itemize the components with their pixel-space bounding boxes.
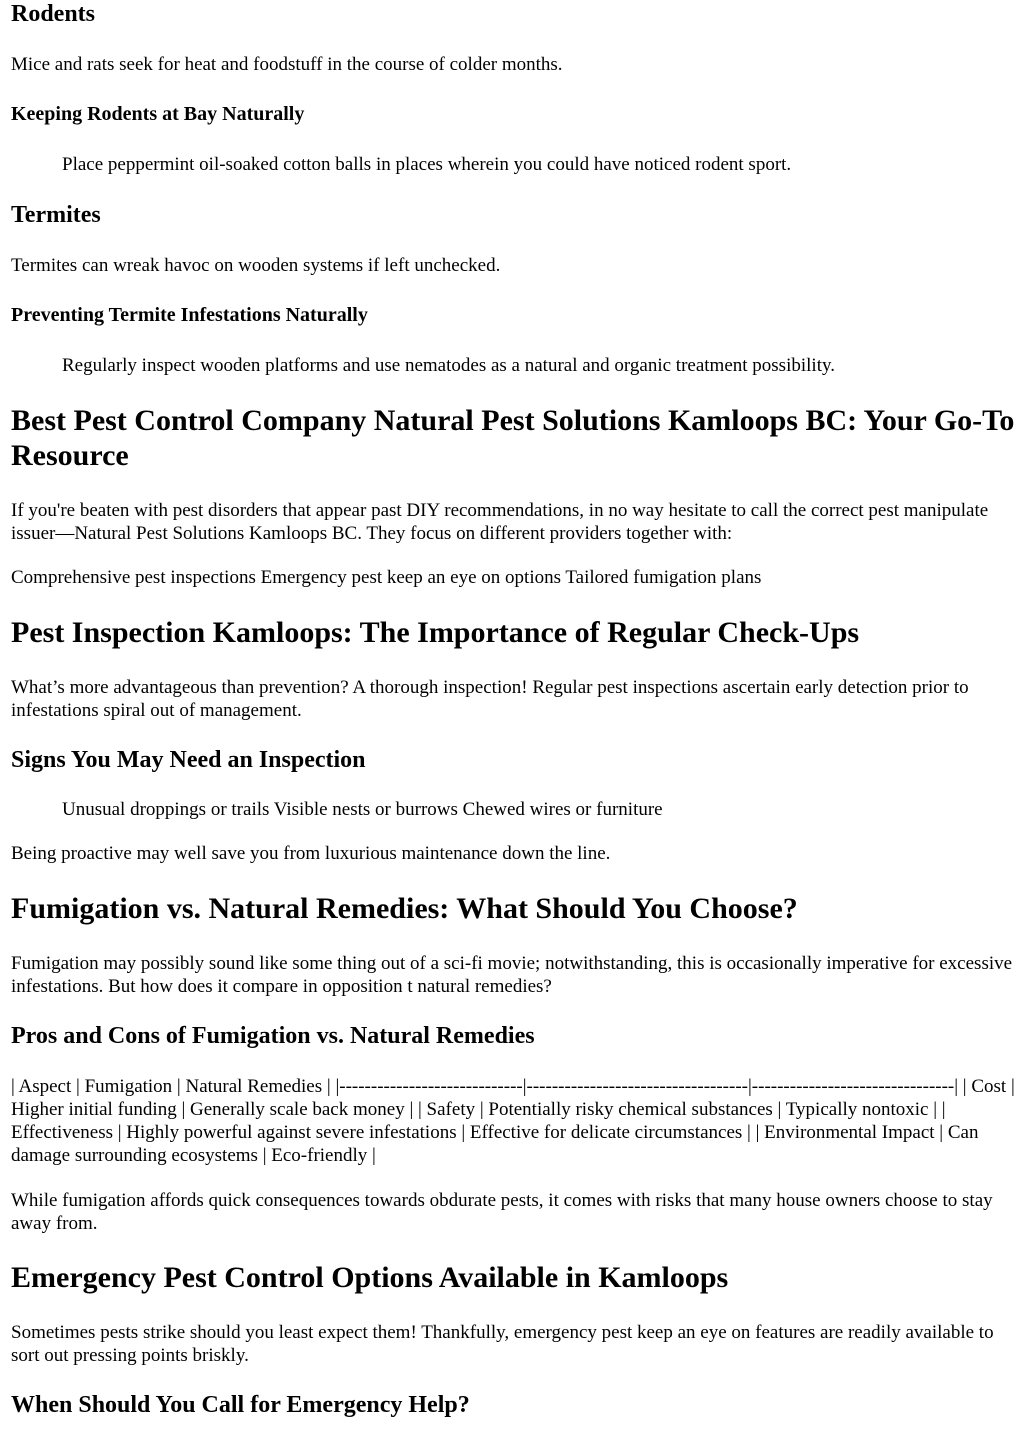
best-company-heading: Best Pest Control Company Natural Pest Solutions Kamloops BC: Your Go-To Resource	[11, 404, 1015, 472]
signs-list: Unusual droppings or trails Visible nests or burrows Chewed wires or furniture	[62, 799, 663, 820]
fumigation-paragraph: Fumigation may possibly sound like some thing out of a sci-fi movie; notwithstanding, this is occasionally imperative for excessive infestations. But how does it compare in opposition t natural remedies?	[11, 953, 1013, 997]
emergency-paragraph: Sometimes pests strike should you least expect them! Thankfully, emergency pest keep an eye on features are readily available to sort out pressing points briskly.	[11, 1322, 994, 1366]
pros-cons-heading: Pros and Cons of Fumigation vs. Natural Remedies	[11, 1023, 535, 1049]
rodents-tip: Place peppermint oil-soaked cotton balls in places wherein you could have noticed rodent sport.	[62, 154, 792, 175]
proactive-paragraph: Being proactive may well save you from luxurious maintenance down the line.	[11, 843, 611, 864]
best-company-paragraph: If you're beaten with pest disorders that appear past DIY recommendations, in no way hesitate to call the correct pest manipulate issuer—Natural Pest Solutions Kamloops BC. They focus on different providers together with:	[11, 500, 989, 544]
rodents-subheading: Keeping Rodents at Bay Naturally	[11, 103, 305, 125]
termites-heading: Termites	[11, 202, 101, 228]
rodents-paragraph: Mice and rats seek for heat and foodstuff in the course of colder months.	[11, 54, 563, 75]
emergency-subheading: When Should You Call for Emergency Help?	[11, 1392, 470, 1418]
fumigation-summary: While fumigation affords quick consequences towards obdurate pests, it comes with risks that many house owners choose to stay away from.	[11, 1190, 993, 1234]
termites-tip: Regularly inspect wooden platforms and use nematodes as a natural and organic treatment possibility.	[62, 355, 835, 376]
termites-paragraph: Termites can wreak havoc on wooden systems if left unchecked.	[11, 255, 501, 276]
inspection-heading: Pest Inspection Kamloops: The Importance of Regular Check-Ups	[11, 616, 860, 649]
services-list: Comprehensive pest inspections Emergency pest keep an eye on options Tailored fumigation plans	[11, 567, 762, 588]
fumigation-heading: Fumigation vs. Natural Remedies: What Should You Choose?	[11, 892, 798, 925]
rodents-heading: Rodents	[11, 1, 96, 27]
emergency-heading: Emergency Pest Control Options Available in Kamloops	[11, 1261, 729, 1294]
pros-cons-table-text: | Aspect | Fumigation | Natural Remedies | |-----------------------------|-----------------------------------|--------------------------------| | Cost | Higher initial funding | Generally scale back money | | Safety | Potentially risky chemical substances | Typically nontoxic | | Effectiveness | Highly powerful against severe infestations | Effective for delicate circumstances | | Environmental Impact | Can damage surrounding ecosystems | Eco-friendly |	[11, 1076, 1015, 1166]
signs-heading: Signs You May Need an Inspection	[11, 747, 366, 773]
termites-subheading: Preventing Termite Infestations Naturally	[11, 304, 368, 326]
inspection-paragraph: What’s more advantageous than prevention? A thorough inspection! Regular pest inspections ascertain early detection prior to infestations spiral out of management.	[11, 677, 969, 721]
